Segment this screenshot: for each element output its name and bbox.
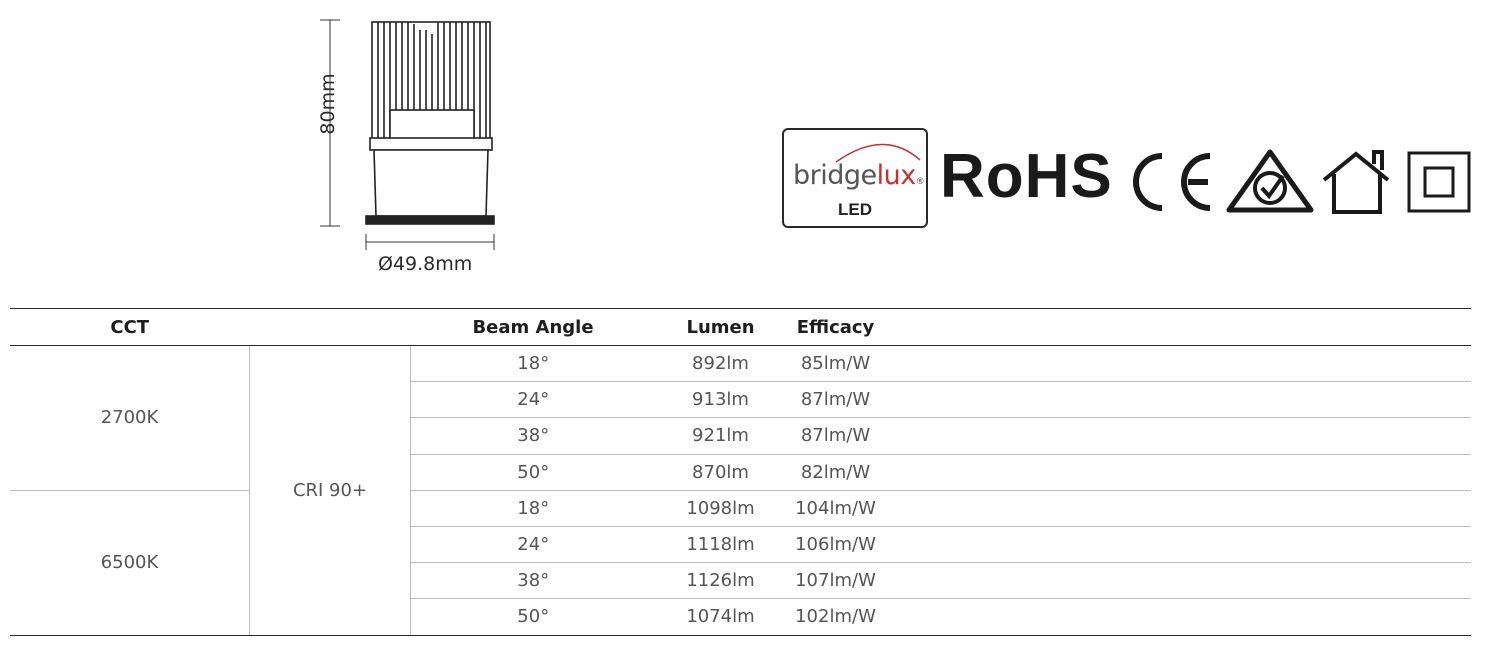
rcm-mark-icon	[1225, 148, 1315, 214]
beam-angle-cell: 38°	[411, 418, 656, 454]
efficacy-cell: 87lm/W	[786, 382, 886, 418]
lumen-cell: 1126lm	[656, 563, 786, 599]
efficacy-cell: 82lm/W	[786, 454, 886, 490]
header-efficacy: Efficacy	[786, 309, 886, 346]
lumen-cell: 1118lm	[656, 526, 786, 562]
cri-cell: CRI 90+	[250, 346, 411, 636]
lumen-cell: 1098lm	[656, 490, 786, 526]
header-beam-angle: Beam Angle	[411, 309, 656, 346]
spacer-cell	[886, 526, 1472, 562]
beam-angle-cell: 50°	[411, 599, 656, 635]
header-cct: CCT	[10, 309, 250, 346]
efficacy-cell: 104lm/W	[786, 490, 886, 526]
diameter-dimension-label: Ø49.8mm	[378, 253, 473, 275]
spacer-cell	[886, 346, 1472, 382]
table-header-row	[10, 309, 1471, 346]
ce-mark-icon	[1128, 150, 1218, 214]
table-row	[10, 346, 1471, 382]
beam-angle-cell: 18°	[411, 490, 656, 526]
product-dimension-drawing	[290, 10, 530, 285]
spacer-cell	[886, 599, 1472, 635]
lumen-cell: 870lm	[656, 454, 786, 490]
spacer-cell	[886, 382, 1472, 418]
height-dimension-label: 80mm	[317, 73, 339, 135]
rohs-mark: RoHS	[940, 142, 1113, 211]
spacer-cell	[886, 418, 1472, 454]
bridgelux-led-label: LED	[838, 200, 872, 219]
beam-angle-cell: 38°	[411, 563, 656, 599]
table-row	[10, 490, 1471, 526]
cct-cell: 2700K	[10, 346, 250, 491]
bridgelux-led-logo	[782, 128, 928, 228]
beam-angle-cell: 18°	[411, 346, 656, 382]
header-cri	[250, 309, 411, 346]
header-lumen: Lumen	[656, 309, 786, 346]
lumen-cell: 892lm	[656, 346, 786, 382]
lumen-cell: 921lm	[656, 418, 786, 454]
spacer-cell	[886, 490, 1472, 526]
lumen-cell: 913lm	[656, 382, 786, 418]
efficacy-cell: 85lm/W	[786, 346, 886, 382]
indoor-use-icon	[1318, 150, 1398, 216]
efficacy-cell: 107lm/W	[786, 563, 886, 599]
bridgelux-brand-accent: lux	[876, 160, 916, 191]
lumen-cell: 1074lm	[656, 599, 786, 635]
spacer-cell	[886, 454, 1472, 490]
cct-cell: 6500K	[10, 490, 250, 635]
beam-angle-cell: 24°	[411, 526, 656, 562]
registered-mark: ®	[915, 177, 925, 187]
class-ii-icon	[1406, 150, 1472, 214]
efficacy-cell: 106lm/W	[786, 526, 886, 562]
specification-table	[10, 308, 1471, 636]
beam-angle-cell: 24°	[411, 382, 656, 418]
spacer-cell	[886, 563, 1472, 599]
bridgelux-wordmark	[793, 160, 924, 191]
efficacy-cell: 102lm/W	[786, 599, 886, 635]
bridgelux-brand-main: bridge	[793, 160, 877, 191]
beam-angle-cell: 50°	[411, 454, 656, 490]
header-spacer	[886, 309, 1472, 346]
efficacy-cell: 87lm/W	[786, 418, 886, 454]
